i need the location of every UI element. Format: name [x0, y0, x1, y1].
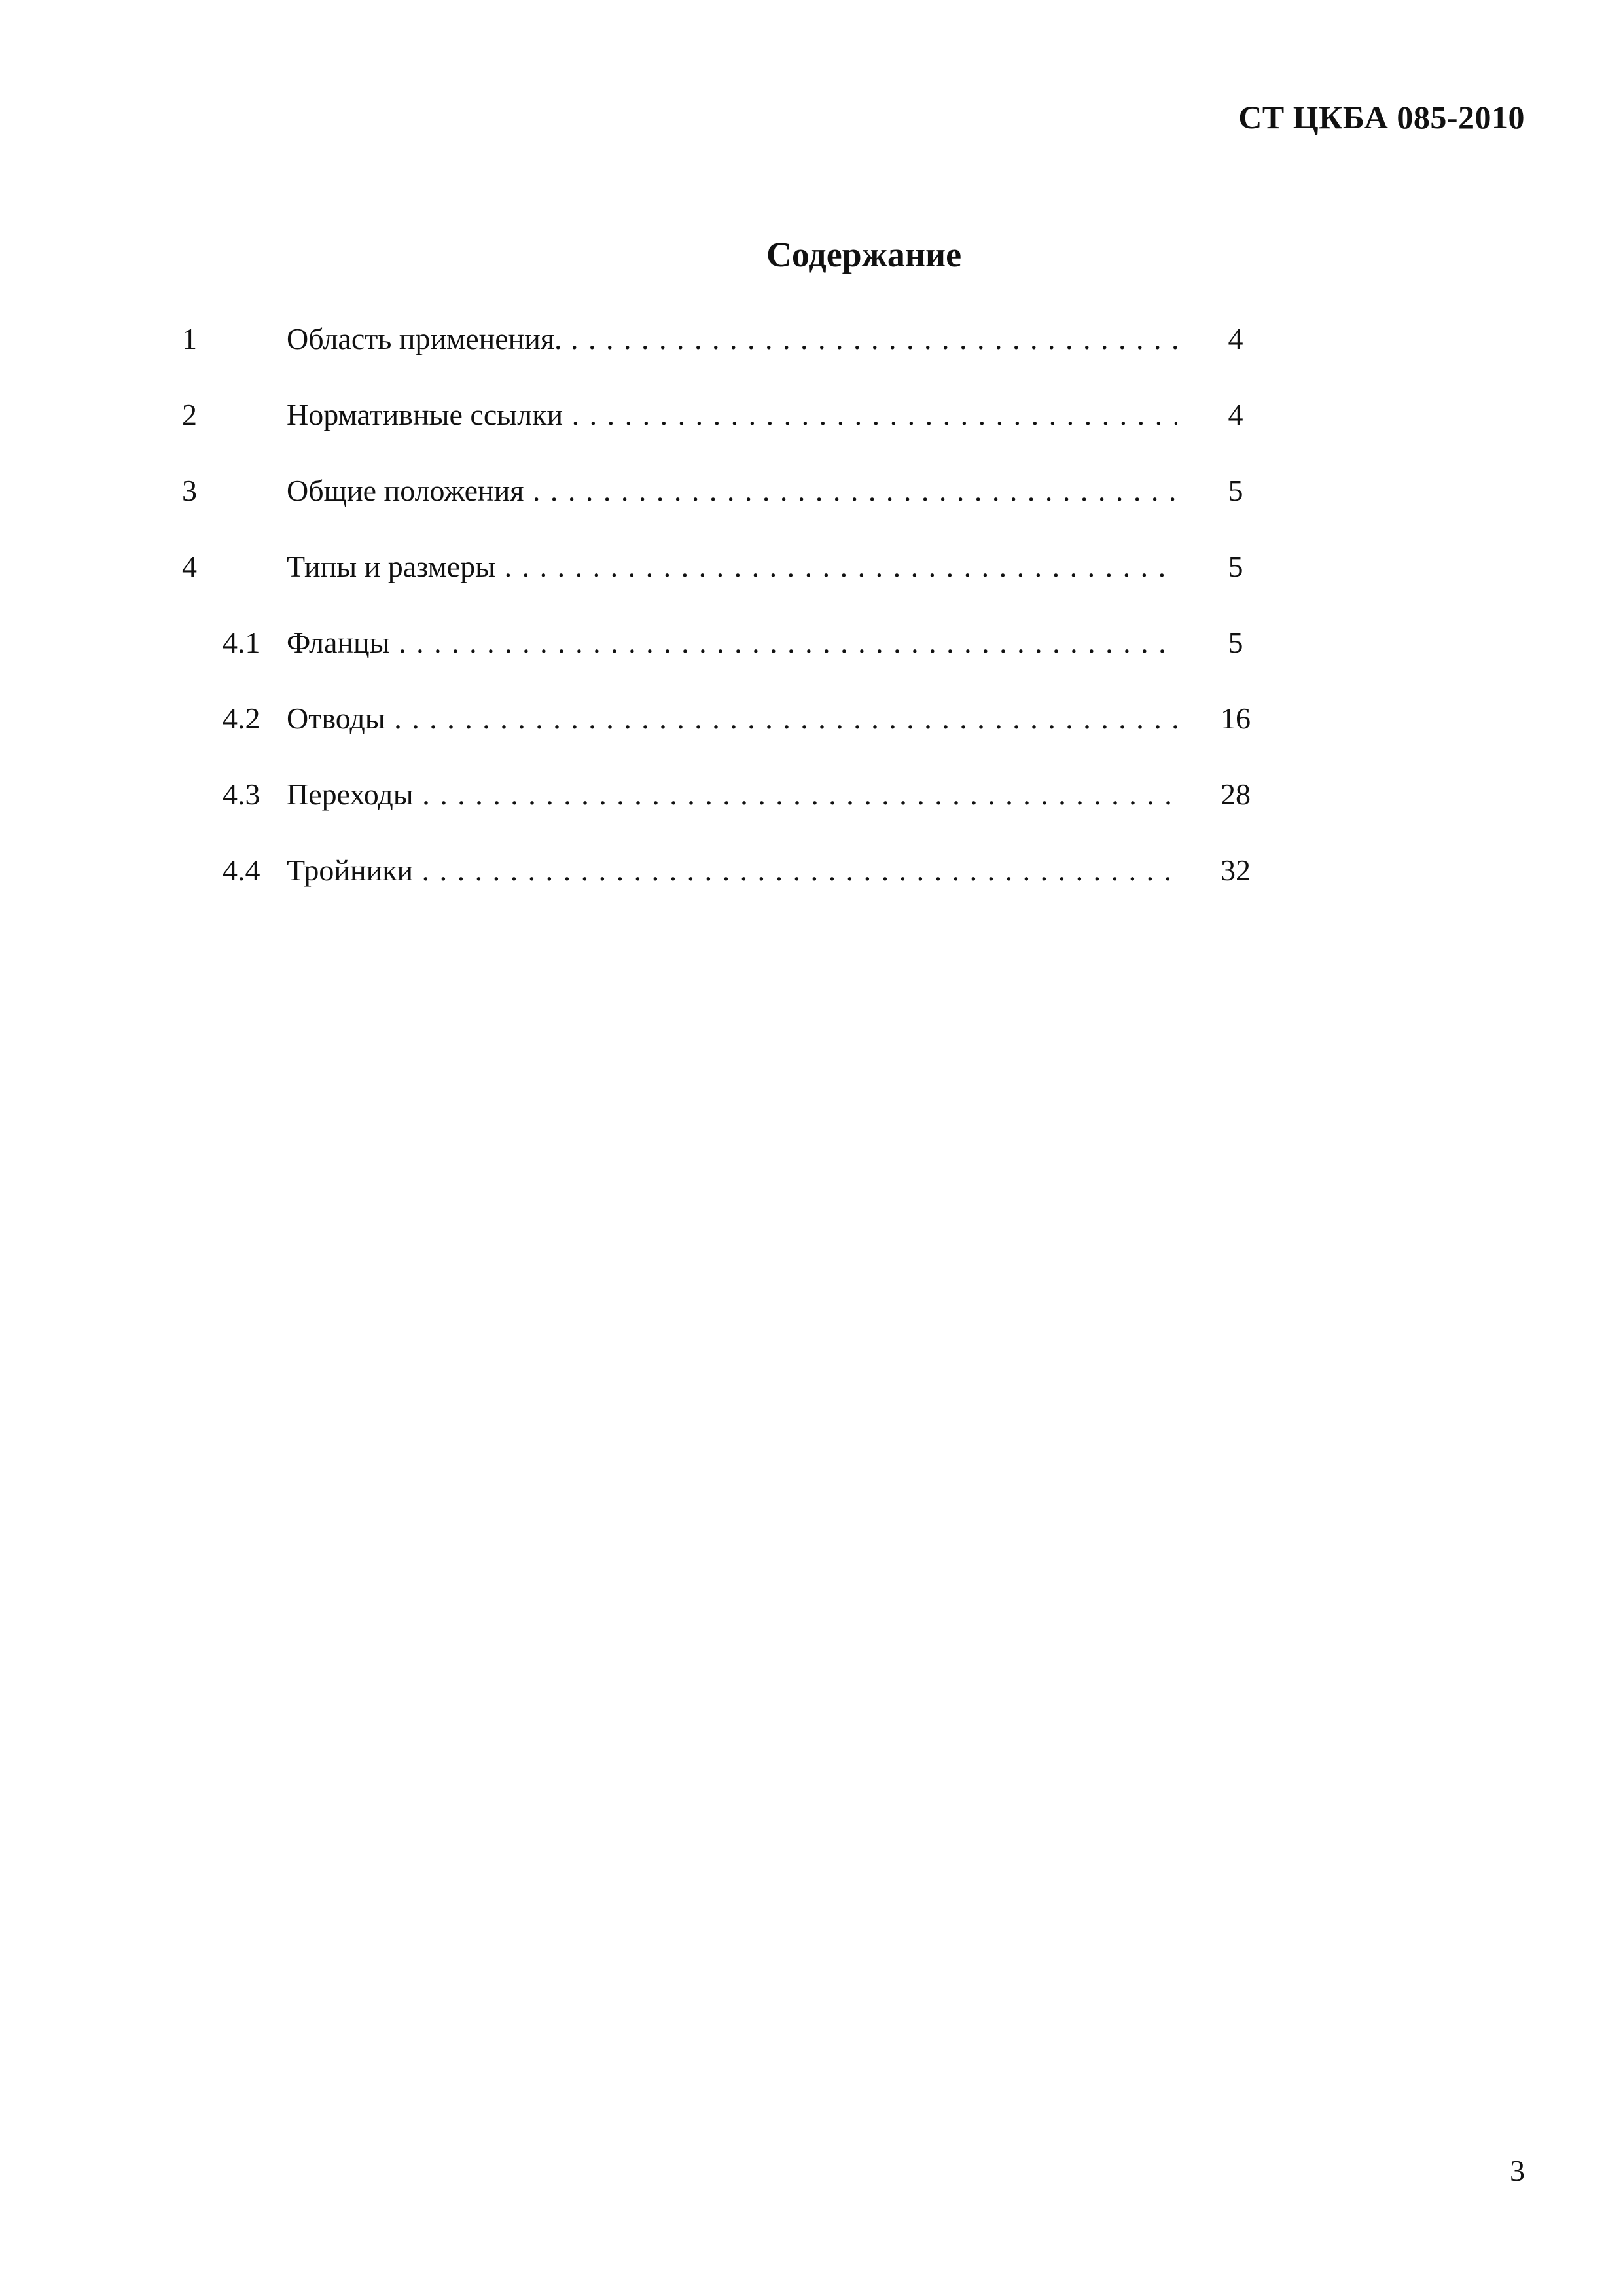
toc-entry-label: Отводы	[287, 702, 385, 735]
toc-entry-number: 1	[182, 322, 197, 355]
table-of-contents	[182, 319, 1262, 927]
toc-leader-dots	[524, 474, 1177, 507]
toc-entry[interactable]	[182, 471, 1262, 547]
toc-leader-dots	[414, 778, 1177, 811]
toc-entry[interactable]	[182, 547, 1262, 623]
toc-entry-label: Тройники	[287, 853, 414, 887]
toc-entry-number: 4.1	[223, 626, 260, 659]
toc-entry-label: Общие положения	[287, 474, 524, 507]
toc-entry[interactable]	[182, 623, 1262, 699]
toc-leader-dots	[563, 398, 1177, 431]
toc-entry-page: 5	[1228, 474, 1243, 507]
toc-entry[interactable]	[182, 319, 1262, 395]
toc-leader-dots	[385, 702, 1177, 735]
toc-entry-label: Типы и размеры	[287, 550, 496, 583]
toc-entry-number: 4.4	[223, 853, 260, 887]
toc-entry-label: Фланцы	[287, 626, 390, 659]
toc-leader-dots	[413, 853, 1177, 887]
page-number: 3	[1510, 2154, 1525, 2187]
toc-entry-label-line	[287, 395, 1177, 435]
toc-entry-label-line	[287, 623, 1177, 662]
toc-entry-page: 4	[1228, 398, 1243, 431]
toc-entry[interactable]	[182, 395, 1262, 471]
toc-entry-page: 16	[1221, 702, 1251, 735]
toc-entry-label: Нормативные ссылки	[287, 398, 563, 431]
toc-entry[interactable]	[182, 851, 1262, 927]
toc-entry-label-line	[287, 851, 1177, 890]
toc-entry[interactable]	[182, 699, 1262, 775]
toc-entry-page: 32	[1221, 853, 1251, 887]
toc-entry-number: 4	[182, 550, 197, 583]
toc-entry-page: 5	[1228, 550, 1243, 583]
toc-entry-label: Переходы	[287, 778, 414, 811]
toc-entry-page: 5	[1228, 626, 1243, 659]
toc-entry-label-line	[287, 471, 1177, 511]
toc-leader-dots	[495, 550, 1177, 583]
toc-entry-label-line	[287, 547, 1177, 586]
toc-entry-number: 4.3	[223, 778, 260, 811]
document-code: СТ ЦКБА 085-2010	[1238, 99, 1525, 135]
toc-leader-dots	[390, 626, 1177, 659]
toc-entry-page: 4	[1228, 322, 1243, 355]
toc-title: Содержание	[766, 235, 962, 274]
toc-entry-number: 4.2	[223, 702, 260, 735]
toc-entry-page: 28	[1221, 778, 1251, 811]
toc-entry-label-line	[287, 319, 1177, 359]
toc-entry-label-line	[287, 699, 1177, 738]
toc-entry-number: 2	[182, 398, 197, 431]
toc-leader-dots	[562, 322, 1177, 355]
toc-entry[interactable]	[182, 775, 1262, 851]
toc-entry-number: 3	[182, 474, 197, 507]
toc-entry-label-line	[287, 775, 1177, 814]
toc-entry-label: Область применения.	[287, 322, 562, 355]
